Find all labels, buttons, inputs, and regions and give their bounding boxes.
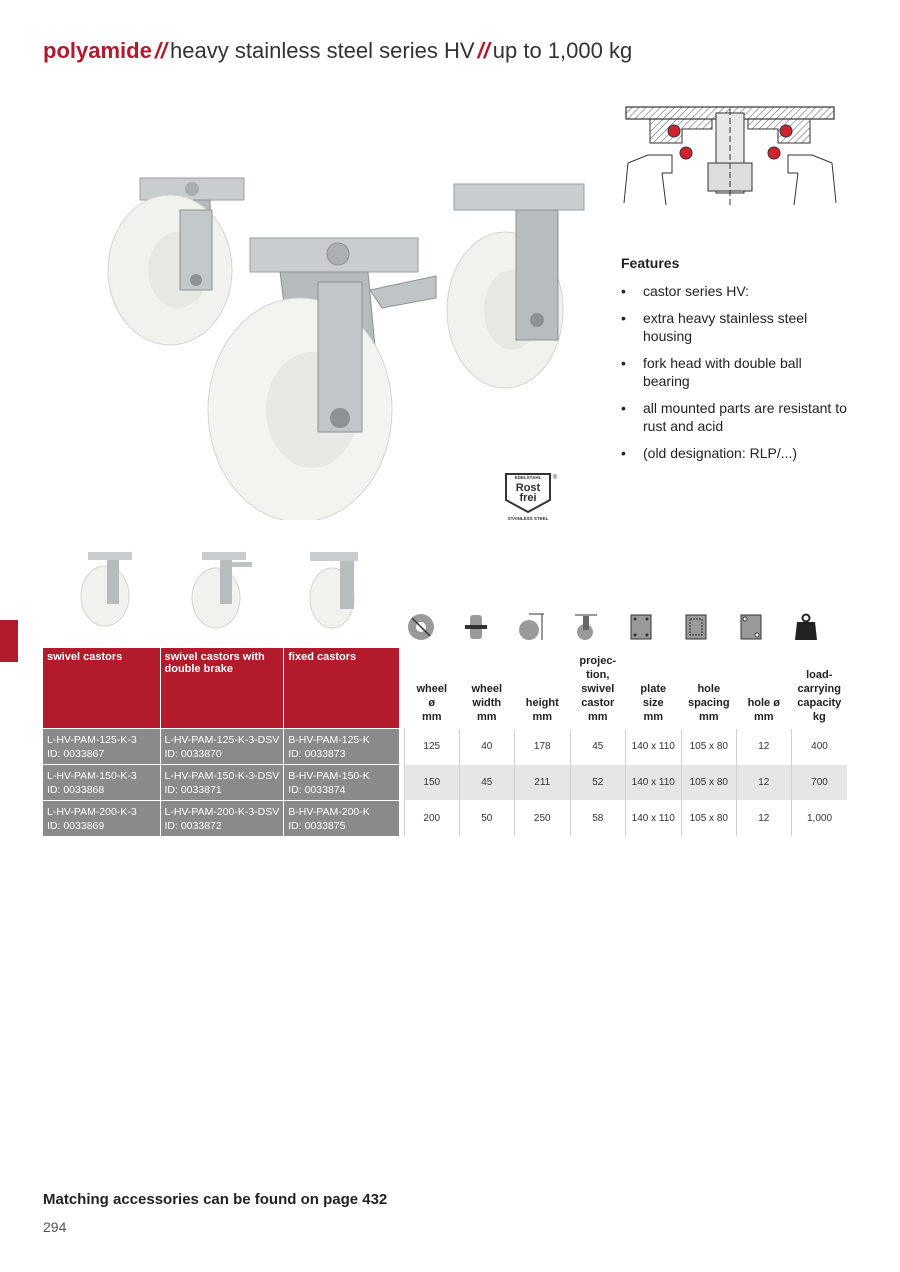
spec-cell: 250 — [514, 801, 570, 837]
feature-item: • fork head with double ball bearing — [621, 354, 851, 390]
height-icon — [503, 607, 558, 647]
chapter-tab — [0, 620, 18, 662]
header-fixed: fixed castors — [284, 648, 400, 729]
header-wheel-width: wheel width mm — [471, 683, 503, 723]
product-table — [43, 648, 847, 836]
badge-line3: frei — [519, 492, 537, 504]
table-row — [43, 801, 847, 837]
spec-cell: 178 — [514, 729, 570, 765]
features-block — [621, 254, 851, 471]
spec-cell: 12 — [736, 801, 791, 837]
header-height: height mm — [525, 697, 559, 723]
hole-diameter-icon — [723, 607, 778, 647]
spec-cell: 150 — [404, 765, 459, 801]
code-cell: B-HV-PAM-125-K ID: 0033873 — [284, 729, 400, 765]
badge-line4: STAINLESS STEEL — [507, 516, 549, 521]
feature-item: • (old designation: RLP/...) — [621, 444, 851, 462]
swivel-castor-image — [108, 178, 244, 345]
spec-cell: 140 x 110 — [625, 729, 681, 765]
spec-cell: 50 — [459, 801, 514, 837]
spec-cell: 45 — [570, 729, 625, 765]
title-brand: polyamide — [43, 38, 152, 63]
badge-line2: Rost — [515, 482, 541, 494]
fixed-castor-thumbnail — [310, 552, 358, 628]
code-cell: L-HV-PAM-150-K-3 ID: 0033868 — [43, 765, 160, 801]
spec-cell: 200 — [404, 801, 459, 837]
title-load: up to 1,000 kg — [492, 38, 633, 63]
load-capacity-icon — [778, 607, 833, 647]
plate-size-icon — [613, 607, 668, 647]
code-cell: L-HV-PAM-200-K-3 ID: 0033869 — [43, 801, 160, 837]
features-heading: Features — [621, 255, 680, 271]
feature-item: • extra heavy stainless steel housing — [621, 309, 851, 345]
header-hole-spacing: hole spacing mm — [687, 683, 730, 723]
page-title — [43, 38, 632, 64]
features-list — [621, 282, 851, 462]
title-separator: // — [154, 38, 168, 63]
table-header-row — [43, 648, 847, 729]
spec-cell: 700 — [791, 765, 847, 801]
product-photo — [100, 170, 600, 520]
header-wheel-diameter: wheel ø mm — [416, 683, 448, 723]
code-cell: L-HV-PAM-200-K-3-DSV ID: 0033872 — [160, 801, 284, 837]
badge-registered: ® — [552, 475, 558, 481]
hole-spacing-icon — [668, 607, 723, 647]
spec-cell: 140 x 110 — [625, 765, 681, 801]
wheel-width-icon — [448, 607, 503, 647]
spec-cell: 58 — [570, 801, 625, 837]
spec-cell: 140 x 110 — [625, 801, 681, 837]
title-separator-2: // — [477, 38, 490, 63]
accessories-note: Matching accessories can be found on page 432 — [43, 1191, 388, 1208]
header-swivel-brake: swivel castors with double brake — [160, 648, 284, 729]
stainless-steel-badge — [500, 470, 560, 522]
spec-cell: 125 — [404, 729, 459, 765]
swivel-castor-thumbnail — [81, 552, 132, 626]
spec-cell: 105 x 80 — [681, 801, 736, 837]
brake-castor-thumbnail — [192, 552, 252, 628]
badge-line1: EDELSTAHL — [514, 475, 542, 480]
page-number: 294 — [43, 1219, 67, 1235]
spec-cell: 105 x 80 — [681, 729, 736, 765]
header-projection: projec- tion, swivel castor mm — [579, 655, 617, 723]
product-thumbnails — [70, 548, 370, 632]
table-row — [43, 729, 847, 765]
code-cell: L-HV-PAM-150-K-3-DSV ID: 0033871 — [160, 765, 284, 801]
code-cell: B-HV-PAM-150-K ID: 0033874 — [284, 765, 400, 801]
projection-icon — [558, 607, 613, 647]
header-load-capacity: load- carrying capacity kg — [797, 669, 842, 723]
header-hole-diameter: hole ø mm — [747, 697, 780, 723]
feature-item: • castor series HV: — [621, 282, 851, 300]
title-series: heavy stainless steel series HV — [170, 38, 475, 63]
spec-cell: 52 — [570, 765, 625, 801]
spec-cell: 40 — [459, 729, 514, 765]
header-swivel: swivel castors — [43, 648, 160, 729]
spec-icons-row — [393, 607, 836, 647]
spec-cell: 211 — [514, 765, 570, 801]
fixed-castor-image — [447, 184, 584, 388]
table-row — [43, 765, 847, 801]
spec-cell: 12 — [736, 765, 791, 801]
spec-cell: 45 — [459, 765, 514, 801]
header-plate-size: plate size mm — [640, 683, 667, 723]
wheel-diameter-icon — [393, 607, 448, 647]
spec-cell: 1,000 — [791, 801, 847, 837]
feature-item: • all mounted parts are resistant to rust and acid — [621, 399, 851, 435]
brake-castor-image — [208, 238, 436, 520]
code-cell: L-HV-PAM-125-K-3 ID: 0033867 — [43, 729, 160, 765]
spec-cell: 12 — [736, 729, 791, 765]
code-cell: B-HV-PAM-200-K ID: 0033875 — [284, 801, 400, 837]
spec-cell: 105 x 80 — [681, 765, 736, 801]
code-cell: L-HV-PAM-125-K-3-DSV ID: 0033870 — [160, 729, 284, 765]
cross-section-drawing — [622, 103, 838, 207]
spec-cell: 400 — [791, 729, 847, 765]
